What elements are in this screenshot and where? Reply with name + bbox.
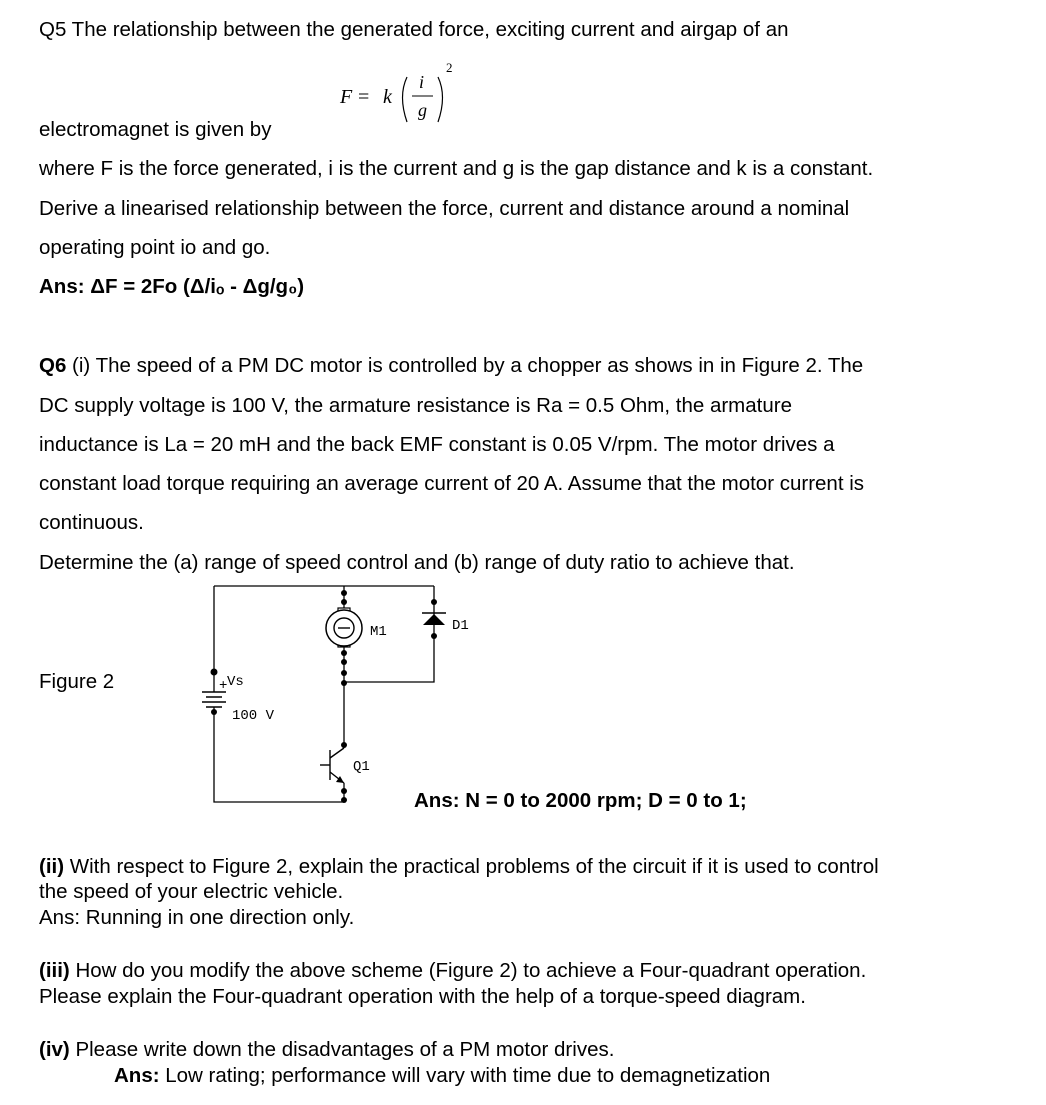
eq-exponent: 2 bbox=[446, 60, 453, 75]
source-value: 100 V bbox=[232, 708, 275, 724]
q5-answer: Ans: ΔF = 2Fo (Δ/iₒ - Δg/g₀) bbox=[39, 275, 305, 298]
q6-line-6: Determine the (a) range of speed control and (b) range of duty ratio to achieve that. bbox=[39, 551, 795, 574]
q5-line-3: where F is the force generated, i is the current and g is the gap distance and k is a constant. bbox=[39, 157, 874, 180]
eq-equals: = bbox=[358, 86, 370, 108]
eq-lhs: F bbox=[340, 86, 353, 108]
q6-line-5: continuous. bbox=[39, 511, 144, 534]
iv-answer-text: Low rating; performance will vary with time due to demagnetization bbox=[159, 1064, 771, 1087]
q5-line-2: electromagnet is given by bbox=[39, 118, 272, 141]
eq-denominator: g bbox=[418, 100, 427, 120]
q6-line-1 bbox=[39, 354, 863, 378]
q6-line-1-text: (i) The speed of a PM DC motor is controlled by a chopper as shows in in Figure 2. The bbox=[66, 354, 864, 377]
q5-line-5: operating point io and go. bbox=[39, 236, 271, 259]
q6-ii-answer: Ans: Running in one direction only. bbox=[39, 906, 355, 929]
q6-iii-line-2: Please explain the Four-quadrant operation with the help of a torque-speed diagram. bbox=[39, 985, 806, 1008]
q6-iv-line-1 bbox=[39, 1038, 614, 1062]
eq-numerator: i bbox=[419, 72, 425, 92]
ii-text: With respect to Figure 2, explain the practical problems of the circuit if it is used to control bbox=[64, 855, 879, 878]
source-label: Vs bbox=[227, 674, 244, 690]
iii-label: (iii) bbox=[39, 959, 70, 982]
q6-ii-line-2: the speed of your electric vehicle. bbox=[39, 880, 344, 903]
iv-answer-label: Ans: bbox=[114, 1064, 160, 1087]
q5-line-4: Derive a linearised relationship between the force, current and distance around a nominal bbox=[39, 197, 850, 220]
motor-icon bbox=[326, 608, 362, 647]
left-wire-lower bbox=[214, 712, 344, 802]
transistor-label: Q1 bbox=[353, 759, 370, 775]
iii-text: How do you modify the above scheme (Figure 2) to achieve a Four-quadrant operation. bbox=[69, 959, 867, 982]
answer-i: Ans: N = 0 to 2000 rpm; D = 0 to 1; bbox=[414, 789, 747, 812]
eq-left-paren bbox=[403, 77, 408, 122]
q6-iii-line-1 bbox=[39, 959, 866, 983]
junction-dots bbox=[211, 590, 438, 803]
q6-ii-line-1 bbox=[39, 855, 879, 879]
chopper-circuit-diagram bbox=[190, 578, 500, 810]
force-equation bbox=[338, 56, 468, 136]
ii-label: (ii) bbox=[39, 855, 65, 878]
eq-right-paren bbox=[438, 77, 443, 122]
figure-label: Figure 2 bbox=[39, 670, 115, 693]
iv-text: Please write down the disadvantages of a PM motor drives. bbox=[69, 1038, 615, 1061]
transistor-icon bbox=[320, 748, 344, 783]
diode-label: D1 bbox=[452, 618, 469, 634]
q5-line-1: Q5 The relationship between the generated force, exciting current and airgap of an bbox=[39, 18, 789, 41]
q6-line-4: constant load torque requiring an average current of 20 A. Assume that the motor current is bbox=[39, 472, 865, 495]
eq-k: k bbox=[383, 86, 392, 108]
source-plus-sign: + bbox=[219, 678, 228, 694]
iv-label: (iv) bbox=[39, 1038, 70, 1061]
diode-icon bbox=[422, 613, 446, 625]
q6-line-3: inductance is La = 20 mH and the back EMF constant is 0.05 V/rpm. The motor drives a bbox=[39, 433, 835, 456]
motor-label: M1 bbox=[370, 624, 387, 640]
q6-iv-answer bbox=[114, 1064, 770, 1088]
q6-line-2: DC supply voltage is 100 V, the armature resistance is Ra = 0.5 Ohm, the armature bbox=[39, 394, 792, 417]
q6-label: Q6 bbox=[39, 354, 67, 377]
